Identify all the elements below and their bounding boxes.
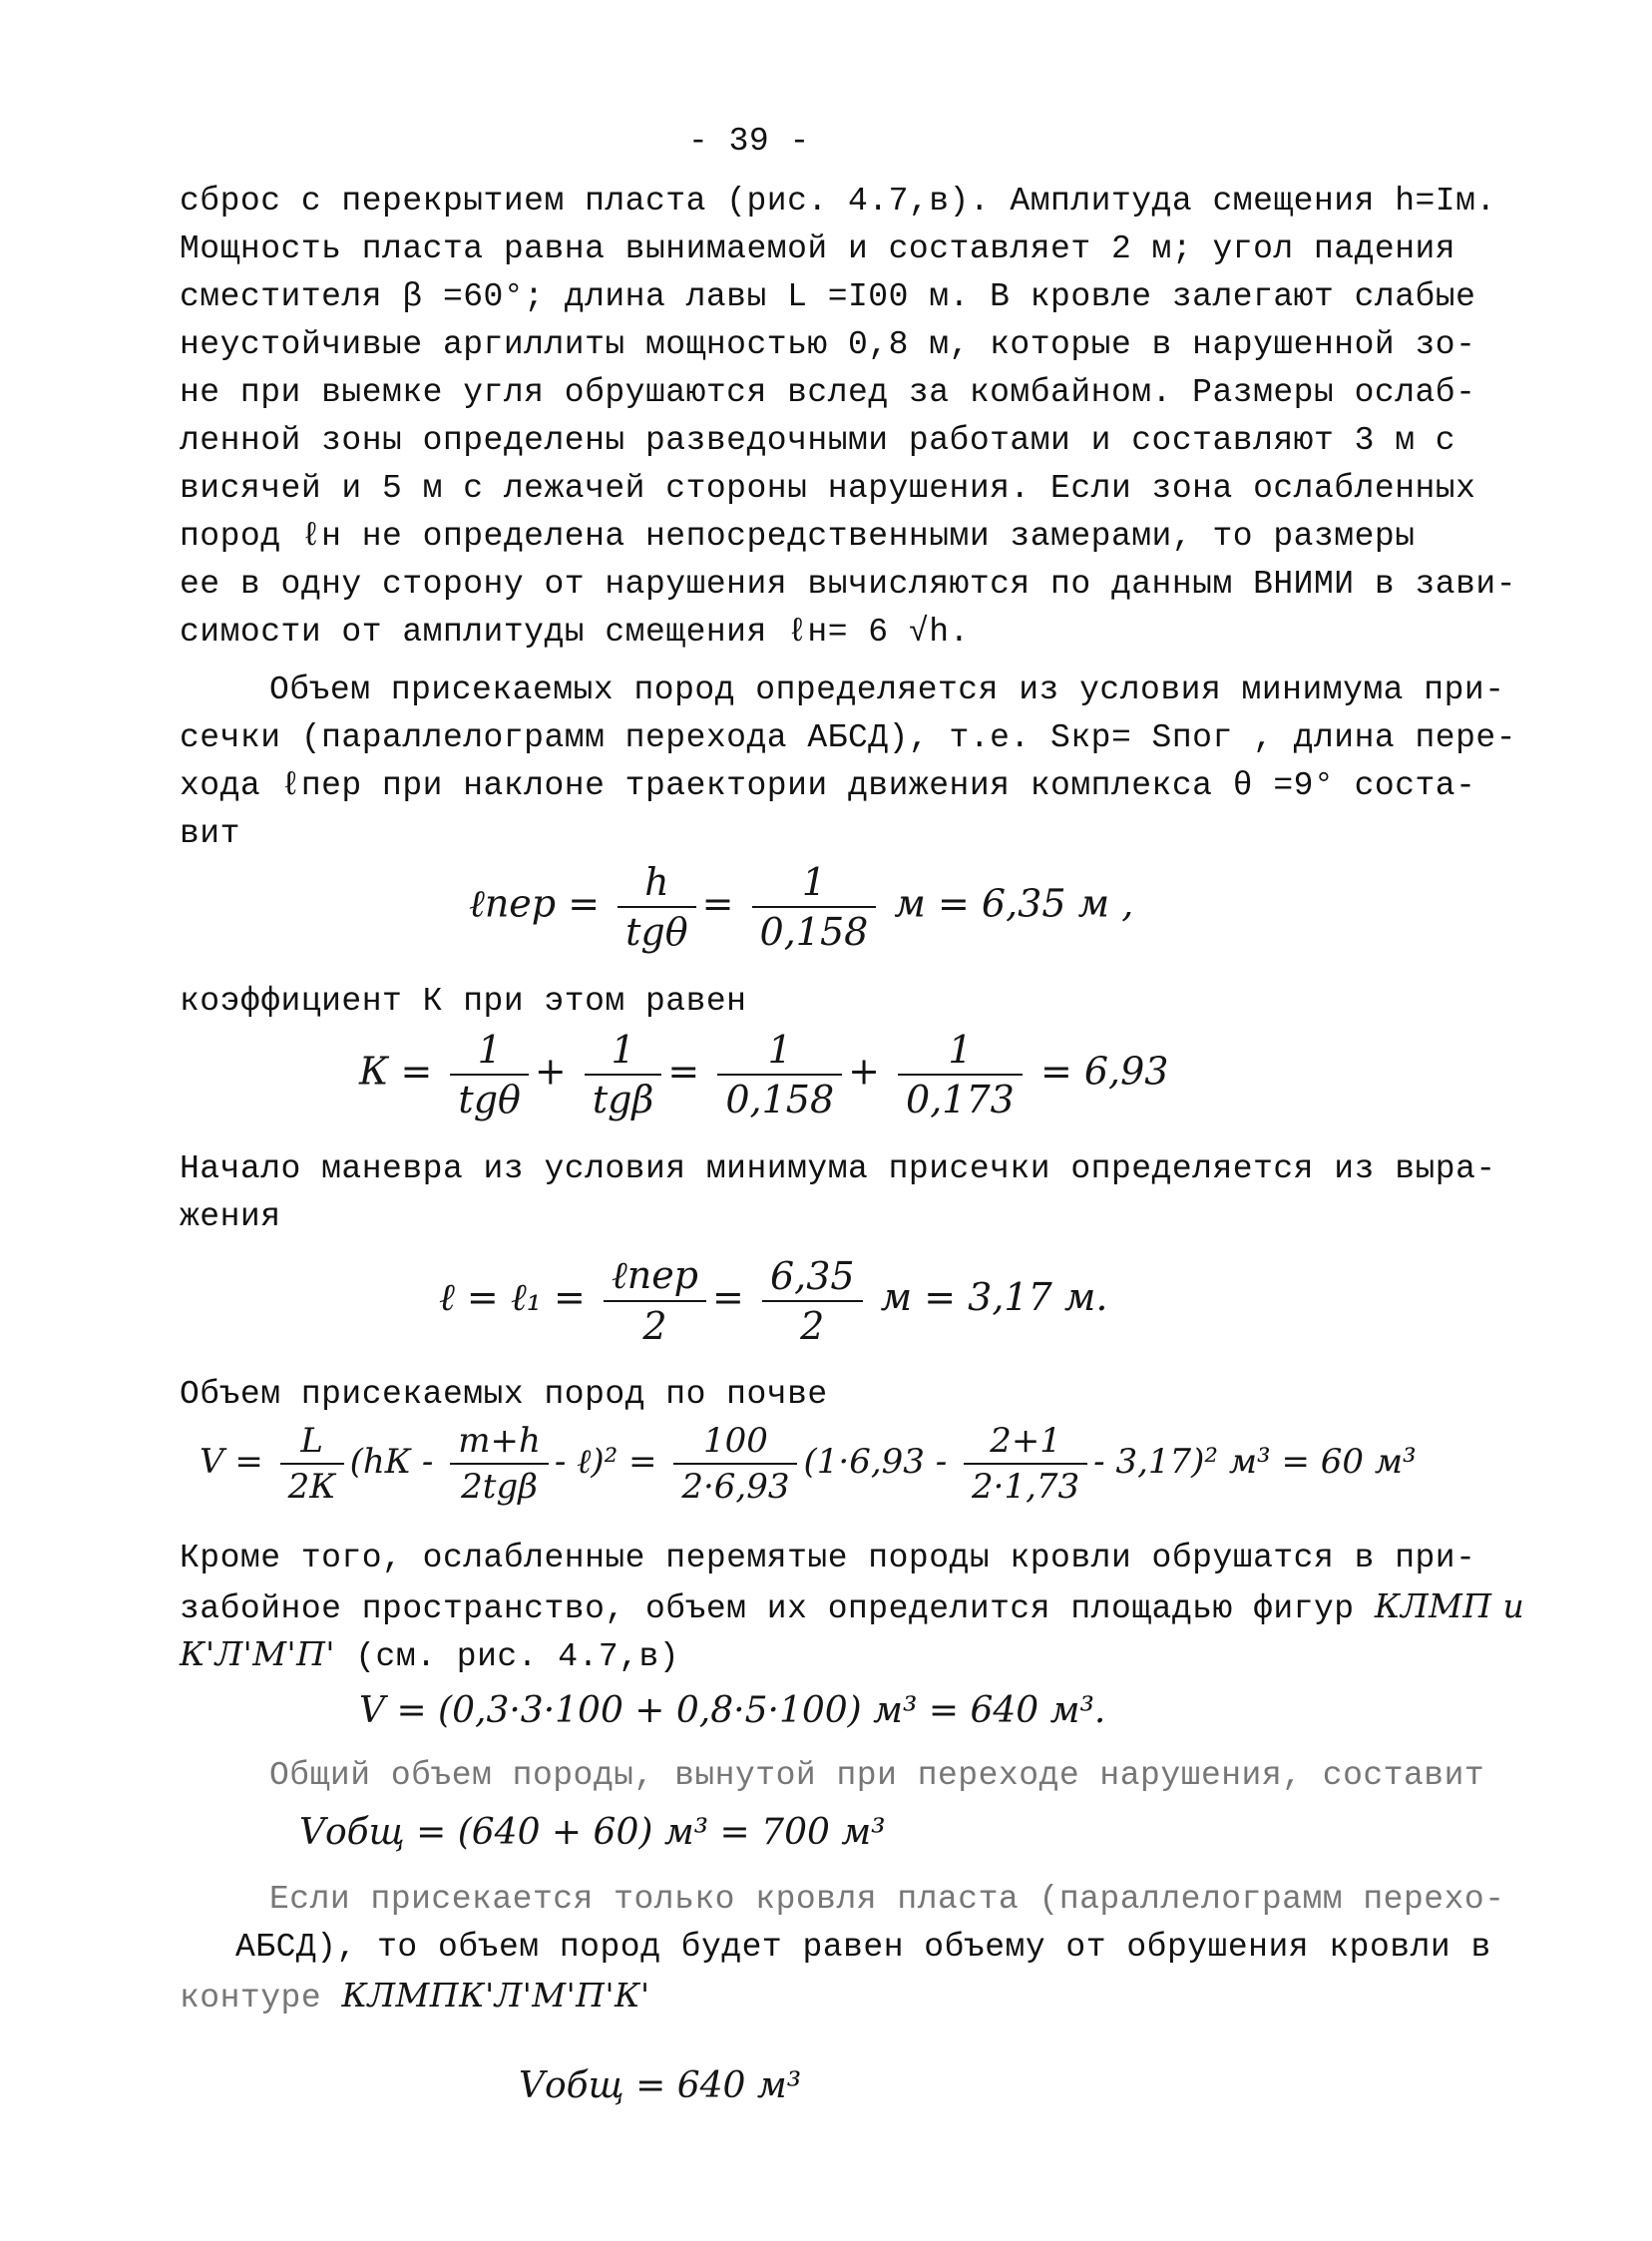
fraction: $\frac{L}{2К}$ xyxy=(280,1421,344,1507)
eq1-rhs: м = 6,35 м , xyxy=(894,881,1134,926)
text-line: Объем присекаемых пород определяется из условия минимума при- xyxy=(269,672,1505,708)
text-line: Начало маневра из условия минимума присечки определяется из выра- xyxy=(180,1150,1496,1187)
text-line: Общий объем породы, вынутой при переходе нарушения, составит xyxy=(269,1757,1485,1794)
figure-label: К'Л'М'П' xyxy=(180,1634,335,1673)
text-line: хода ℓпер при наклоне траектории движения комплекса θ =9° соста- xyxy=(180,767,1476,804)
fraction: $\frac{1}{\text{tgβ}}$ xyxy=(585,1028,662,1121)
fraction: $\frac{1}{0,158}$ xyxy=(717,1028,842,1121)
eq2-lhs: К xyxy=(359,1049,389,1094)
fraction: $\frac{1}{0,158}$ xyxy=(752,860,877,954)
text-line: коэффициент К при этом равен xyxy=(180,983,747,1020)
text-line: пород ℓн не определена непосредственными замерами, то размеры xyxy=(180,518,1416,555)
equation-soil-volume: V = $\frac{L}{2К}$ (hК - $\frac{m+h}{\text{2tgβ}}$ - ℓ)² = $\frac{100}{2\cdot 6,93}$ (1·6,93 - $\frac{2+1}{2\cdot 1,73}$ - 3,17)² м³ = 60 м³ xyxy=(200,1421,1417,1507)
text-line: вит xyxy=(180,815,240,852)
text-line: АБСД), то объем пород будет равен объему от обрушения кровли в xyxy=(235,1929,1491,1966)
fraction: $\frac{100}{2\cdot 6,93}$ xyxy=(673,1421,797,1507)
eq3-lhs: ℓ = ℓ₁ xyxy=(439,1275,542,1319)
text-line: сброс с перекрытием пласта (рис. 4.7,в). Амплитуда смещения h=Iм. xyxy=(180,183,1496,220)
text-line: ленной зоны определены разведочными работами и составляют 3 м с xyxy=(180,422,1456,459)
text-line: не при выемке угля обрушаются вслед за комбайном. Размеры ослаб- xyxy=(180,374,1476,411)
text-line: висячей и 5 м с лежачей стороны нарушения. Если зона ослабленных xyxy=(180,470,1476,507)
eq3-rhs: м = 3,17 м. xyxy=(880,1275,1108,1319)
text-line: жения xyxy=(180,1198,281,1235)
contour-label: КЛМПК'Л'М'П'К' xyxy=(341,1976,650,2015)
fraction: $\frac{h}{\text{tgθ}}$ xyxy=(618,860,695,954)
text-line: Кроме того, ослабленные перемятые породы кровли обрушатся в при- xyxy=(180,1540,1476,1576)
text-line: сечки (параллелограмм перехода АБСД), т.е. Sкр= Sпог , длина пере- xyxy=(180,719,1517,756)
equation-roof-volume: V = (0,3·3·100 + 0,8·5·100) м³ = 640 м³. xyxy=(359,1690,1106,1731)
fraction: $\frac{1}{0,173}$ xyxy=(898,1028,1023,1121)
eq2-rhs: = 6,93 xyxy=(1039,1049,1169,1094)
text-line: ее в одну сторону от нарушения вычисляются по данным ВНИМИ в зави- xyxy=(180,566,1517,603)
text-line: сместителя β =60°; длина лавы L =I00 м. В кровле залегают слабые xyxy=(180,278,1476,315)
equation-transition-length: ℓпер = $\frac{h}{\text{tgθ}}$ = $\frac{1}{0,158}$ м = 6,35 м , xyxy=(469,860,1134,954)
text-line: Мощность пласта равна вынимаемой и составляет 2 м; угол падения xyxy=(180,230,1456,267)
equation-maneuver-start: ℓ = ℓ₁ = $\frac{\text{ℓпер}}{2}$ = $\frac{6,35}{2}$ м = 3,17 м. xyxy=(439,1253,1108,1348)
text-line: симости от амплитуды смещения ℓн= 6 √h. xyxy=(180,614,970,651)
equation-total-volume: Vобщ = (640 + 60) м³ = 700 м³ xyxy=(299,1812,886,1853)
eq1-lhs: ℓпер xyxy=(469,881,557,926)
text-line: К'Л'М'П' (см. рис. 4.7,в) xyxy=(180,1634,680,1675)
equation-roof-only-volume: Vобщ = 640 м³ xyxy=(519,2065,802,2106)
figure-label: КЛМП и xyxy=(1374,1586,1525,1625)
fraction: $\frac{m+h}{\text{2tgβ}}$ xyxy=(450,1421,549,1507)
text-line: контуре КЛМПК'Л'М'П'К' xyxy=(180,1976,650,2017)
text-line: забойное пространство, объем их определится площадью фигур КЛМП и xyxy=(180,1586,1525,1627)
text-line: Если присекается только кровля пласта (параллелограмм перехо- xyxy=(269,1881,1505,1918)
equation-coefficient-k: К = $\frac{1}{\text{tgθ}}$ + $\frac{1}{\text{tgβ}}$ = $\frac{1}{0,158}$ + $\frac{1}{0,173}$ = 6,93 xyxy=(359,1028,1169,1121)
page-number: - 39 - xyxy=(688,123,810,160)
text-line: Объем присекаемых пород по почве xyxy=(180,1376,828,1413)
fraction: $\frac{2+1}{2\cdot 1,73}$ xyxy=(964,1421,1087,1507)
fraction: $\frac{\text{ℓпер}}{2}$ xyxy=(604,1253,706,1348)
text-line: неустойчивые аргиллиты мощностью 0,8 м, которые в нарушенной зо- xyxy=(180,326,1476,363)
fraction: $\frac{6,35}{2}$ xyxy=(762,1254,863,1348)
fraction: $\frac{1}{\text{tgθ}}$ xyxy=(450,1028,528,1121)
